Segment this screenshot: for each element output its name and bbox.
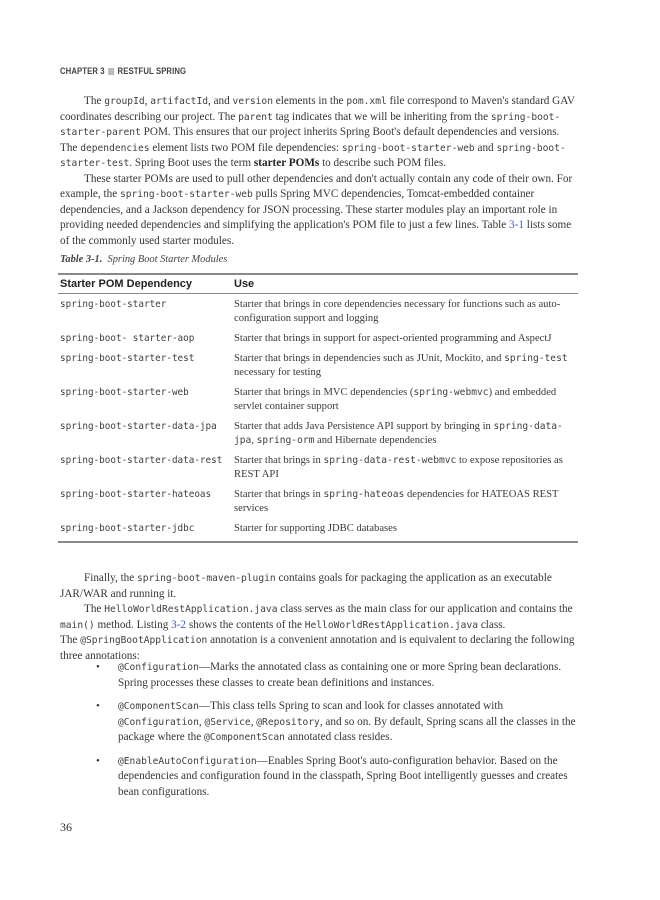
bullet-icon: • [96,661,100,673]
dependency-cell: spring-boot-starter [60,299,167,310]
text-run: Starter that brings in MVC dependencies ( [234,387,414,398]
text-run: Starter for supporting JDBC databases [234,523,397,534]
paragraph-gav: The groupId, artifactId, and version elements in the pom.xml file correspond to Maven's standard GAV coordinates describing our project. The parent tag indicates that we will be inheriting from the spring-boot-starter-parent POM. This ensures that our project inherits Spring Boot's default dependencies and versions. The dependencies element lists two POM file dependencies: spring-boot-starter-web and spring-boot-starter-test. Spring Boot uses the term starter POMs to describe such POM files. [60,95,575,169]
text-run: Starter that brings in dependencies such as JUnit, Mockito, and [234,353,505,364]
use-cell [232,518,578,542]
bullet-icon: • [96,754,100,767]
inline-code: spring-hateoas [323,489,405,500]
inline-code: @ComponentScan [118,701,199,712]
text-run: necessary for testing [234,367,322,378]
text-run: annotated class resides. [284,731,393,743]
text-run: —Marks the annotated class as containing one or more Spring bean declarations. Spring processes these classes to create bean definitions and instances. [118,661,562,689]
text-run: Starter that brings in [234,455,324,466]
dependency-cell: spring-boot-starter-web [60,387,189,398]
use-cell [232,450,578,484]
dependency-cell: spring-boot-starter-test [60,353,195,364]
header-use: Use [232,274,578,294]
text-run: —Enables Spring Boot's auto-configuration behavior. Based on the dependencies and configuration found in the classpath, Spring Boot intelligently guesses and creates bean configurations. [118,754,568,798]
text-run: Starter that adds Java Persistence API support by bringing in [234,421,494,432]
inline-code: @Repository [256,716,320,728]
bullet-item [60,660,580,691]
use-cell [232,348,578,382]
text-run: and Hibernate dependencies [314,435,437,446]
chapter-label: CHAPTER 3 [60,66,105,76]
header-dependency: Starter POM Dependency [58,274,232,294]
use-cell [232,416,578,450]
annotation-bullet-list [60,660,580,808]
inline-code: spring-webmvc [413,387,489,398]
bullet-item [60,699,580,746]
inline-code: @ComponentScan [204,732,285,743]
text-run: Starter that brings in [234,489,324,500]
bullet-icon: • [96,700,100,712]
use-cell [232,382,578,416]
separator-square-icon [108,68,114,75]
use-cell [232,484,578,518]
dependency-cell: spring-boot-starter-jdbc [58,518,232,542]
text-run: —This class tells Spring to scan and look for classes annotated with [198,700,504,712]
dependency-cell: spring-boot-starter-hateoas [60,489,212,500]
table-caption-title: Spring Boot Starter Modules [107,254,228,265]
paragraph-starter-poms: These starter POMs are used to pull other dependencies and don't actually contain any code of their own. For example, the spring-boot-starter-web pulls Spring MVC dependencies, Tomcat-embedded container dependencies, and a Jackson dependency for JSON processing. These starter modules play an important role in providing needed dependencies and simplifying the application's POM file to just a few lines. Table 3-1 lists some of the commonly used starter modules. [60,172,573,247]
paragraph-annotation: The @SpringBootApplication annotation is a convenient annotation and is equivalent to declaring the following three annotations: [60,634,575,662]
text-run: Starter that brings in core dependencies necessary for functions such as auto-configuration support and logging [234,299,561,324]
running-head [60,66,186,76]
inline-code: spring-orm [256,435,315,446]
table-caption-label: Table 3-1. [60,254,103,265]
inline-code: spring-data-rest-webmvc [323,455,457,466]
dependency-cell: spring-boot- starter-aop [60,333,195,344]
inline-code: @EnableAutoConfiguration [118,755,257,767]
listing-3-2-link[interactable]: 3-2 [171,618,187,631]
starter-modules-table [58,273,578,543]
table-row [58,450,578,484]
inline-code: @Configuration [118,716,199,728]
text-run: dependencies for HATEOAS REST services [234,489,559,514]
inline-code: @Configuration [118,662,199,673]
closing-text [60,571,576,664]
chapter-title: RESTFUL SPRING [117,66,187,76]
paragraph-maven-plugin: Finally, the spring-boot-maven-plugin contains goals for packaging the application as an executable JAR/WAR and running it. [60,572,552,600]
text-run: Starter that brings in support for aspect-oriented programming and AspectJ [234,333,552,344]
dependency-cell: spring-boot-starter-data-jpa [60,421,217,432]
bullet-item [60,754,580,801]
table-row [58,348,578,382]
use-cell [232,328,578,348]
table-caption [60,254,227,265]
table-3-1-link[interactable]: 3-1 [509,219,524,231]
text-run: , [250,715,257,728]
table-row [58,328,578,348]
inline-code: @Service [204,716,251,728]
text-run: ) and embedded servlet container support [234,387,557,412]
table-row [58,382,578,416]
table-header-row [58,274,578,294]
text-run: to expose repositories as REST API [234,455,563,480]
table-row [58,484,578,518]
text-run: , [198,715,205,728]
inline-code: spring-data-jpa [234,421,563,446]
table-row [58,416,578,450]
inline-code: spring-test [504,353,568,364]
table-row [58,294,578,329]
paragraph-main-class: The HelloWorldRestApplication.java class serves as the main class for our application and contains the main() method. Listing 3-2 shows the contents of the HelloWorldRestApplication.java class. [60,603,573,631]
text-run: , [251,435,257,446]
intro-text [60,94,576,249]
table-row [58,518,578,542]
page-number: 36 [60,820,72,834]
use-cell [232,294,578,329]
dependency-cell: spring-boot-starter-data-rest [60,455,223,466]
text-run: , and so on. By default, Spring scans all the classes in the package where the [118,715,576,743]
